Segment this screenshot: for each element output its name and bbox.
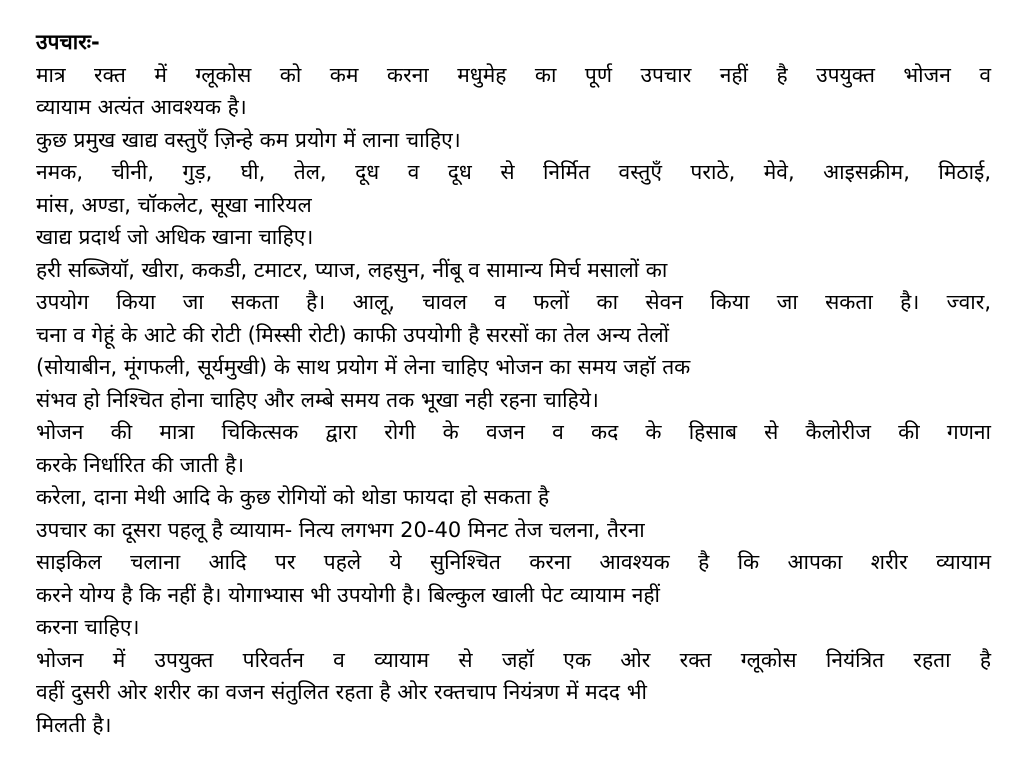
slide-content — [36, 26, 991, 741]
text-line: खाद्य प्रदार्थ जो अधिक खाना चाहिए। — [36, 225, 314, 249]
text-line: करने योग्य है कि नहीं है। योगाभ्यास भी उपयोगी है। बिल्कुल खाली पेट व्यायाम नहीं — [36, 582, 660, 607]
text-line: चना व गेहूं के आटे की रोटी (मिस्सी रोटी) काफी उपयोगी है सरसों का तेल अन्य तेलों — [36, 322, 670, 347]
text-line: करके निर्धारित की जाती है। — [36, 452, 245, 477]
text-line: करना चाहिए। — [36, 615, 140, 639]
text-line: नमक, चीनी, गुड़, घी, तेल, दूध व दूध से निर्मित वस्तुएँ पराठे, मेवे, आइसक्रीम, मिठाई, — [36, 160, 991, 184]
text-line: मात्र रक्त में ग्लूकोस को कम करना मधुमेह का पूर्ण उपचार नहीं है उपयुक्त भोजन व — [36, 62, 991, 87]
text-line: मिलती है। — [36, 712, 112, 737]
text-line: उपचार का दूसरा पहलू है व्यायाम- नित्य लगभग 20-40 मिनट तेज चलना, तैरना — [36, 517, 645, 542]
text-line: संभव हो निश्चित होना चाहिए और लम्बे समय तक भूखा नही रहना चाहिये। — [36, 387, 599, 412]
text-line: वहीं दुसरी ओर शरीर का वजन संतुलित रहता है ओर रक्तचाप नियंत्रण में मदद भी — [36, 680, 647, 704]
text-line: (सोयाबीन, मूंगफली, सूर्यमुखी) के साथ प्रयोग में लेना चाहिए भोजन का समय जहॉ तक — [36, 355, 691, 379]
text-line: भोजन की मात्रा चिकित्सक द्वारा रोगी के वजन व कद के हिसाब से कैलोरीज की गणना — [36, 420, 991, 444]
text-line: मांस, अण्डा, चॉकलेट, सूखा नारियल — [36, 192, 312, 217]
text-line: करेला, दाना मेथी आदि के कुछ रोगियों को थोडा फायदा हो सकता है — [36, 485, 550, 509]
text-line: भोजन में उपयुक्त परिवर्तन व व्यायाम से जहॉ एक ओर रक्त ग्लूकोस नियंत्रित रहता है — [36, 647, 991, 672]
text-line: व्यायाम अत्यंत आवश्यक है। — [36, 95, 247, 119]
text-line: हरी सब्जियॉ, खीरा, ककडी, टमाटर, प्याज, लहसुन, नींबू व सामान्य मिर्च मसालों का — [36, 257, 668, 282]
text-line: साइकिल चलाना आदि पर पहले ये सुनिश्चित करना आवश्यक है कि आपका शरीर व्यायाम — [36, 550, 991, 574]
text-line: उपयोग किया जा सकता है। आलू, चावल व फलों का सेवन किया जा सकता है। ज्वार, — [36, 290, 991, 314]
text-line: कुछ प्रमुख खाद्य वस्तुएँ ज़िन्हे कम प्रयोग में लाना चाहिए। — [36, 127, 461, 152]
slide-title: उपचारः- — [36, 30, 100, 54]
